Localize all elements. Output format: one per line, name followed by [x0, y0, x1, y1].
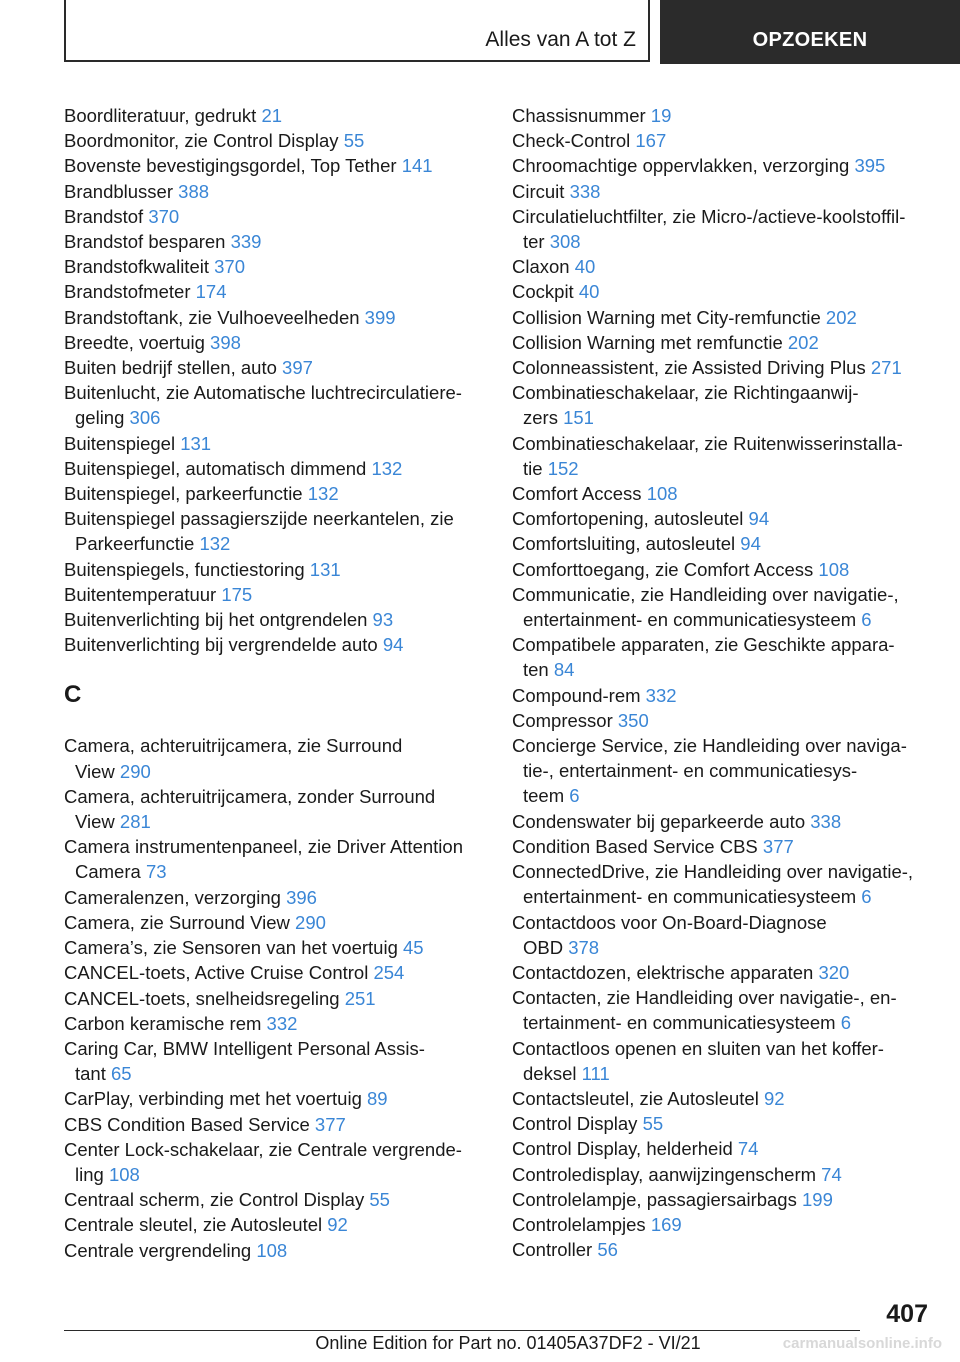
page-reference-link[interactable]: 6 — [569, 785, 580, 807]
page-reference-link[interactable]: 131 — [180, 432, 212, 454]
index-entry-text: Camera, zie Surround View — [64, 911, 290, 933]
opzoeken-tab[interactable] — [660, 0, 960, 64]
page-reference-link[interactable]: 350 — [617, 709, 649, 731]
index-entry — [64, 103, 484, 128]
index-entry-text: Concierge Service, zie Handleiding over naviga- — [512, 735, 907, 757]
index-entry — [512, 1136, 932, 1161]
page-reference-link[interactable]: 92 — [327, 1214, 348, 1236]
index-entry-text: Carbon keramische rem — [64, 1012, 262, 1034]
index-entry-continuation: ling — [75, 1163, 104, 1185]
index-entry-text: Circulatieluchtfilter, zie Micro-/actieve-koolstoffil- — [512, 205, 906, 227]
page-reference-link[interactable]: 21 — [261, 105, 283, 126]
index-entry — [64, 1036, 484, 1086]
index-entry-continuation: geling — [75, 407, 125, 429]
index-entry — [64, 910, 484, 935]
index-entry — [512, 582, 932, 632]
index-entry-continuation: tertainment- en communicatiesysteem — [523, 1012, 836, 1034]
index-entry-text: Controledisplay, aanwijzingenscherm — [512, 1163, 817, 1185]
index-entry-text: Brandblusser — [64, 180, 174, 202]
index-entry — [64, 784, 484, 834]
index-entry-text: Camera, achteruitrijcamera, zonder Surround — [64, 785, 436, 807]
page-reference-link[interactable]: 271 — [870, 357, 902, 379]
page-number: 407 — [886, 1300, 928, 1328]
page-reference-link[interactable]: 174 — [195, 281, 227, 303]
index-entry — [64, 506, 484, 556]
page-reference-link[interactable]: 55 — [343, 130, 365, 152]
index-entry — [64, 582, 484, 607]
page-reference-link[interactable]: 377 — [762, 835, 794, 857]
index-entry — [64, 128, 484, 153]
page-reference-link[interactable]: 132 — [307, 483, 339, 505]
index-entry — [64, 960, 484, 985]
index-entry-continuation: ter — [523, 231, 545, 253]
index-entry-text: Contactsleutel, zie Autosleutel — [512, 1087, 759, 1109]
index-entry — [64, 834, 484, 884]
index-entry-text: Brandstoftank, zie Vulhoeveelheden — [64, 306, 360, 328]
index-entry — [64, 1238, 484, 1263]
index-entry — [512, 254, 932, 279]
index-entry — [64, 1212, 484, 1237]
index-entry-continuation: deksel — [523, 1062, 577, 1084]
index-entry-text: Condition Based Service CBS — [512, 835, 758, 857]
index-entry — [512, 1187, 932, 1212]
page-reference-link[interactable]: 396 — [286, 886, 317, 908]
opzoeken-tab-label: OPZOEKEN — [752, 29, 868, 51]
page-reference-link[interactable]: 40 — [574, 256, 596, 278]
index-entry — [512, 305, 932, 330]
index-entry — [64, 254, 484, 279]
index-entry-text: Bovenste bevestigingsgordel, Top Tether — [64, 155, 397, 177]
page-reference-link[interactable]: 94 — [382, 634, 404, 656]
index-entry-text: Camera, achteruitrijcamera, zie Surround — [64, 735, 403, 757]
index-entry — [64, 279, 484, 304]
index-entry — [512, 330, 932, 355]
page-reference-link[interactable]: 45 — [403, 937, 424, 959]
index-entry — [64, 632, 484, 657]
index-entry — [512, 380, 932, 430]
index-entry — [64, 1137, 484, 1187]
index-entry — [512, 960, 932, 985]
index-column-left — [64, 103, 484, 1263]
index-entry-text: Breedte, voertuig — [64, 331, 205, 353]
page-reference-link[interactable]: 397 — [282, 357, 313, 379]
index-entry — [512, 355, 932, 380]
index-entry — [512, 632, 932, 682]
index-entry — [64, 1187, 484, 1212]
index-column-right — [512, 103, 932, 1262]
index-entry-text: Buiten bedrijf stellen, auto — [64, 357, 277, 379]
index-entry-text: Chroomachtige oppervlakken, verzorging — [512, 155, 850, 177]
index-entry — [64, 935, 484, 960]
index-entry — [512, 1111, 932, 1136]
index-entry-text: Condenswater bij geparkeerde auto — [512, 810, 806, 832]
index-entry-text: Compressor — [512, 709, 613, 731]
index-entry — [512, 1036, 932, 1086]
page-reference-link[interactable]: 74 — [737, 1138, 759, 1160]
index-entry — [512, 683, 932, 708]
page-reference-link[interactable]: 378 — [568, 936, 600, 958]
index-entry — [64, 607, 484, 632]
index-entry — [512, 506, 932, 531]
index-entry — [512, 128, 932, 153]
index-entry-text: Camera’s, zie Sensoren van het voertuig — [64, 937, 398, 959]
index-letter-heading: C — [64, 681, 82, 709]
page-reference-link[interactable]: 370 — [214, 256, 245, 278]
index-entry-text: Comfortopening, autosleutel — [512, 508, 744, 530]
index-entry-continuation: ten — [523, 659, 549, 681]
index-entry-text: Contactloos openen en sluiten van het koffer- — [512, 1037, 884, 1059]
page-reference-link[interactable]: 320 — [818, 961, 850, 983]
page-reference-link[interactable]: 93 — [372, 609, 394, 631]
page-reference-link[interactable]: 94 — [740, 533, 761, 555]
index-entry-continuation: Parkeerfunctie — [75, 533, 195, 555]
index-entry — [64, 305, 484, 330]
index-entry — [64, 885, 484, 910]
page-reference-link[interactable]: 399 — [364, 306, 396, 328]
page-reference-link[interactable]: 73 — [145, 861, 167, 883]
page-reference-link[interactable]: 370 — [148, 205, 180, 227]
index-entry-continuation: teem — [523, 785, 565, 807]
index-entry — [64, 481, 484, 506]
index-entry-continuation: zers — [523, 407, 558, 429]
index-entry-text: Buitenlucht, zie Automatische luchtrecirculatiere- — [64, 382, 462, 404]
page-reference-link[interactable]: 108 — [646, 483, 678, 505]
index-entry — [512, 733, 932, 809]
index-entry — [64, 380, 484, 430]
page-reference-link[interactable]: 141 — [401, 155, 433, 177]
index-entry-text: Colonneassistent, zie Assisted Driving Plus — [512, 357, 866, 379]
page-reference-link[interactable]: 202 — [825, 306, 857, 328]
index-entry — [64, 330, 484, 355]
page-reference-link[interactable]: 55 — [369, 1189, 390, 1211]
index-entry-text: Chassisnummer — [512, 105, 646, 126]
page-reference-link[interactable]: 55 — [642, 1113, 664, 1135]
page-reference-link[interactable]: 308 — [549, 231, 581, 253]
index-entry-continuation: View — [75, 811, 115, 833]
index-entry-text: Camera instrumentenpaneel, zie Driver Attention — [64, 836, 463, 858]
index-entry — [64, 557, 484, 582]
index-entry-text: Buitenspiegel passagierszijde neerkantelen, zie — [64, 508, 454, 530]
page-reference-link[interactable]: 108 — [256, 1239, 288, 1261]
index-entry-text: Combinatieschakelaar, zie Richtingaanwij- — [512, 382, 859, 404]
page-reference-link[interactable]: 339 — [230, 231, 262, 253]
page-reference-link[interactable]: 132 — [371, 457, 403, 479]
index-entry-text: Comforttoegang, zie Comfort Access — [512, 558, 814, 580]
index-entry-text: Contactdoos voor On-Board-Diagnose — [512, 911, 827, 933]
index-entry — [512, 834, 932, 859]
index-entry — [512, 1237, 932, 1262]
page-reference-link[interactable]: 40 — [578, 281, 600, 303]
page-reference-link[interactable]: 202 — [787, 331, 819, 353]
page-reference-link[interactable]: 254 — [373, 962, 405, 984]
page-reference-link[interactable]: 332 — [645, 684, 677, 706]
index-entry-text: Combinatieschakelaar, zie Ruitenwisserinstalla- — [512, 432, 903, 454]
watermark: carmanualsonline.info — [782, 1335, 942, 1352]
index-entry-text: ConnectedDrive, zie Handleiding over navigatie-, — [512, 861, 914, 883]
index-entry — [512, 708, 932, 733]
page-reference-link[interactable]: 152 — [547, 457, 579, 479]
index-entry — [64, 456, 484, 481]
index-entry-text: Brandstof besparen — [64, 231, 226, 253]
index-entry — [512, 153, 932, 178]
index-entry-text: Boordmonitor, zie Control Display — [64, 130, 339, 152]
index-entry-text: Buitentemperatuur — [64, 583, 217, 605]
page-reference-link[interactable]: 281 — [119, 811, 151, 833]
page-reference-link[interactable]: 6 — [840, 1012, 852, 1034]
page-reference-link[interactable]: 89 — [367, 1088, 388, 1110]
index-entry — [64, 355, 484, 380]
page-reference-link[interactable]: 338 — [810, 810, 842, 832]
page-reference-link[interactable]: 338 — [569, 180, 601, 202]
page-reference-link[interactable]: 332 — [266, 1012, 298, 1034]
page-reference-link[interactable]: 56 — [597, 1239, 618, 1261]
index-entry-text: Brandstofkwaliteit — [64, 256, 209, 278]
index-entry-text: Buitenspiegels, functiestoring — [64, 558, 305, 580]
index-entry — [512, 531, 932, 556]
index-entry-text: Caring Car, BMW Intelligent Personal Assis- — [64, 1037, 425, 1059]
index-entry-text: Controller — [512, 1239, 593, 1261]
index-entry-text: Control Display — [512, 1113, 638, 1135]
index-entry — [512, 1162, 932, 1187]
index-entry — [64, 1011, 484, 1036]
index-entry — [512, 204, 932, 254]
index-entry-text: Control Display, helderheid — [512, 1138, 733, 1160]
index-entry-continuation: tant — [75, 1063, 106, 1085]
index-entry — [512, 431, 932, 481]
page-reference-link[interactable]: 74 — [821, 1163, 842, 1185]
index-entry — [64, 153, 484, 178]
page-reference-link[interactable]: 388 — [178, 180, 210, 202]
index-entry-text: Contactdozen, elektrische apparaten — [512, 961, 814, 983]
page-reference-link[interactable]: 377 — [314, 1113, 346, 1135]
index-entry — [64, 1112, 484, 1137]
index-entry-text: Cameralenzen, verzorging — [64, 886, 281, 908]
index-entry-text: Circuit — [512, 180, 565, 202]
index-entry-continuation: entertainment- en communicatiesysteem — [523, 886, 857, 908]
section-title: Alles van A tot Z — [485, 28, 636, 51]
page-reference-link[interactable]: 395 — [854, 155, 886, 177]
index-entry — [512, 103, 932, 128]
index-entry — [64, 1086, 484, 1111]
page-reference-link[interactable]: 167 — [635, 130, 667, 152]
index-entry-text: Claxon — [512, 256, 570, 278]
index-entry-text: Comfort Access — [512, 483, 642, 505]
page-reference-link[interactable]: 131 — [309, 558, 341, 580]
page-reference-link[interactable]: 398 — [210, 331, 241, 353]
index-entry — [64, 431, 484, 456]
page-reference-link[interactable]: 169 — [650, 1213, 682, 1235]
index-entry-text: CANCEL-toets, Active Cruise Control — [64, 962, 369, 984]
index-entry — [512, 985, 932, 1035]
index-entry — [64, 986, 484, 1011]
index-entry-text: Collision Warning met remfunctie — [512, 331, 783, 353]
page-reference-link[interactable]: 6 — [861, 886, 872, 908]
page-header — [64, 0, 960, 64]
index-entry-continuation: tie — [523, 457, 543, 479]
index-entry-continuation: View — [75, 760, 115, 782]
index-entry — [512, 179, 932, 204]
index-entry — [64, 733, 484, 783]
page-reference-link[interactable]: 94 — [748, 508, 770, 530]
index-entry-text: Compound-rem — [512, 684, 641, 706]
page-reference-link[interactable]: 290 — [119, 760, 151, 782]
index-entry-text: Brandstof — [64, 205, 144, 227]
page-reference-link[interactable]: 199 — [802, 1188, 833, 1210]
index-entry-text: Brandstofmeter — [64, 281, 191, 303]
footer-divider — [64, 1330, 860, 1331]
index-entry-text: Controlelampjes — [512, 1213, 646, 1235]
index-entry-text: Comfortsluiting, autosleutel — [512, 533, 736, 555]
index-entry-text: Centraal scherm, zie Control Display — [64, 1189, 365, 1211]
index-entry-text: Centrale vergrendeling — [64, 1239, 252, 1261]
page-reference-link[interactable]: 84 — [553, 659, 575, 681]
page-reference-link[interactable]: 108 — [108, 1163, 140, 1185]
index-entry — [512, 910, 932, 960]
index-entry — [64, 179, 484, 204]
index-entry — [512, 557, 932, 582]
index-entry-continuation: entertainment- en communicatiesysteem — [523, 609, 857, 631]
index-entry — [512, 279, 932, 304]
index-entry-text: Collision Warning met City-remfunctie — [512, 306, 821, 328]
index-entry-text: Check-Control — [512, 130, 631, 152]
index-entry — [512, 481, 932, 506]
index-entry-text: Boordliteratuur, gedrukt — [64, 105, 257, 126]
page-reference-link[interactable]: 132 — [199, 533, 231, 555]
index-entry-text: Controlelampje, passagiersairbags — [512, 1188, 797, 1210]
index-entry — [512, 1086, 932, 1111]
page-reference-link[interactable]: 251 — [344, 987, 376, 1009]
page-reference-link[interactable]: 92 — [763, 1087, 785, 1109]
page-reference-link[interactable]: 111 — [581, 1062, 610, 1084]
index-entry — [64, 229, 484, 254]
page-reference-link[interactable]: 6 — [861, 609, 872, 631]
page-reference-link[interactable]: 65 — [111, 1063, 132, 1085]
footer-text: Online Edition for Part no. 01405A37DF2 - VI/21 — [315, 1333, 701, 1353]
index-entry-continuation: tie-, entertainment- en communicatiesys- — [523, 760, 858, 782]
index-entry-continuation: OBD — [523, 936, 564, 958]
page-reference-link[interactable]: 151 — [563, 407, 594, 429]
page-reference-link[interactable]: 175 — [221, 583, 253, 605]
index-entry-text: Compatibele apparaten, zie Geschikte appara- — [512, 634, 895, 656]
index-entry-continuation: Camera — [75, 861, 141, 883]
index-entry-text: Contacten, zie Handleiding over navigatie-, en- — [512, 987, 897, 1009]
page-reference-link[interactable]: 290 — [295, 911, 326, 933]
page-reference-link[interactable]: 19 — [650, 105, 672, 126]
index-entry-text: Centrale sleutel, zie Autosleutel — [64, 1214, 323, 1236]
index-entry-text: Buitenverlichting bij vergrendelde auto — [64, 634, 378, 656]
index-entry — [512, 859, 932, 909]
index-entry-text: Buitenverlichting bij het ontgrendelen — [64, 609, 368, 631]
index-entry — [512, 809, 932, 834]
index-entry-text: CBS Condition Based Service — [64, 1113, 310, 1135]
index-entry-text: CANCEL-toets, snelheidsregeling — [64, 987, 340, 1009]
index-entry-text: Cockpit — [512, 281, 574, 303]
index-entry-text: Buitenspiegel — [64, 432, 176, 454]
index-entry-text: Communicatie, zie Handleiding over navigatie-, — [512, 583, 899, 605]
index-entry-text: Buitenspiegel, automatisch dimmend — [64, 457, 367, 479]
section-tab — [64, 0, 650, 62]
index-entry-text: Buitenspiegel, parkeerfunctie — [64, 483, 303, 505]
index-entry — [64, 204, 484, 229]
index-entry-text: CarPlay, verbinding met het voertuig — [64, 1088, 362, 1110]
index-entry-text: Center Lock-schakelaar, zie Centrale vergrende- — [64, 1138, 462, 1160]
index-entry — [512, 1212, 932, 1237]
page-reference-link[interactable]: 108 — [818, 558, 850, 580]
page-reference-link[interactable]: 306 — [129, 407, 161, 429]
